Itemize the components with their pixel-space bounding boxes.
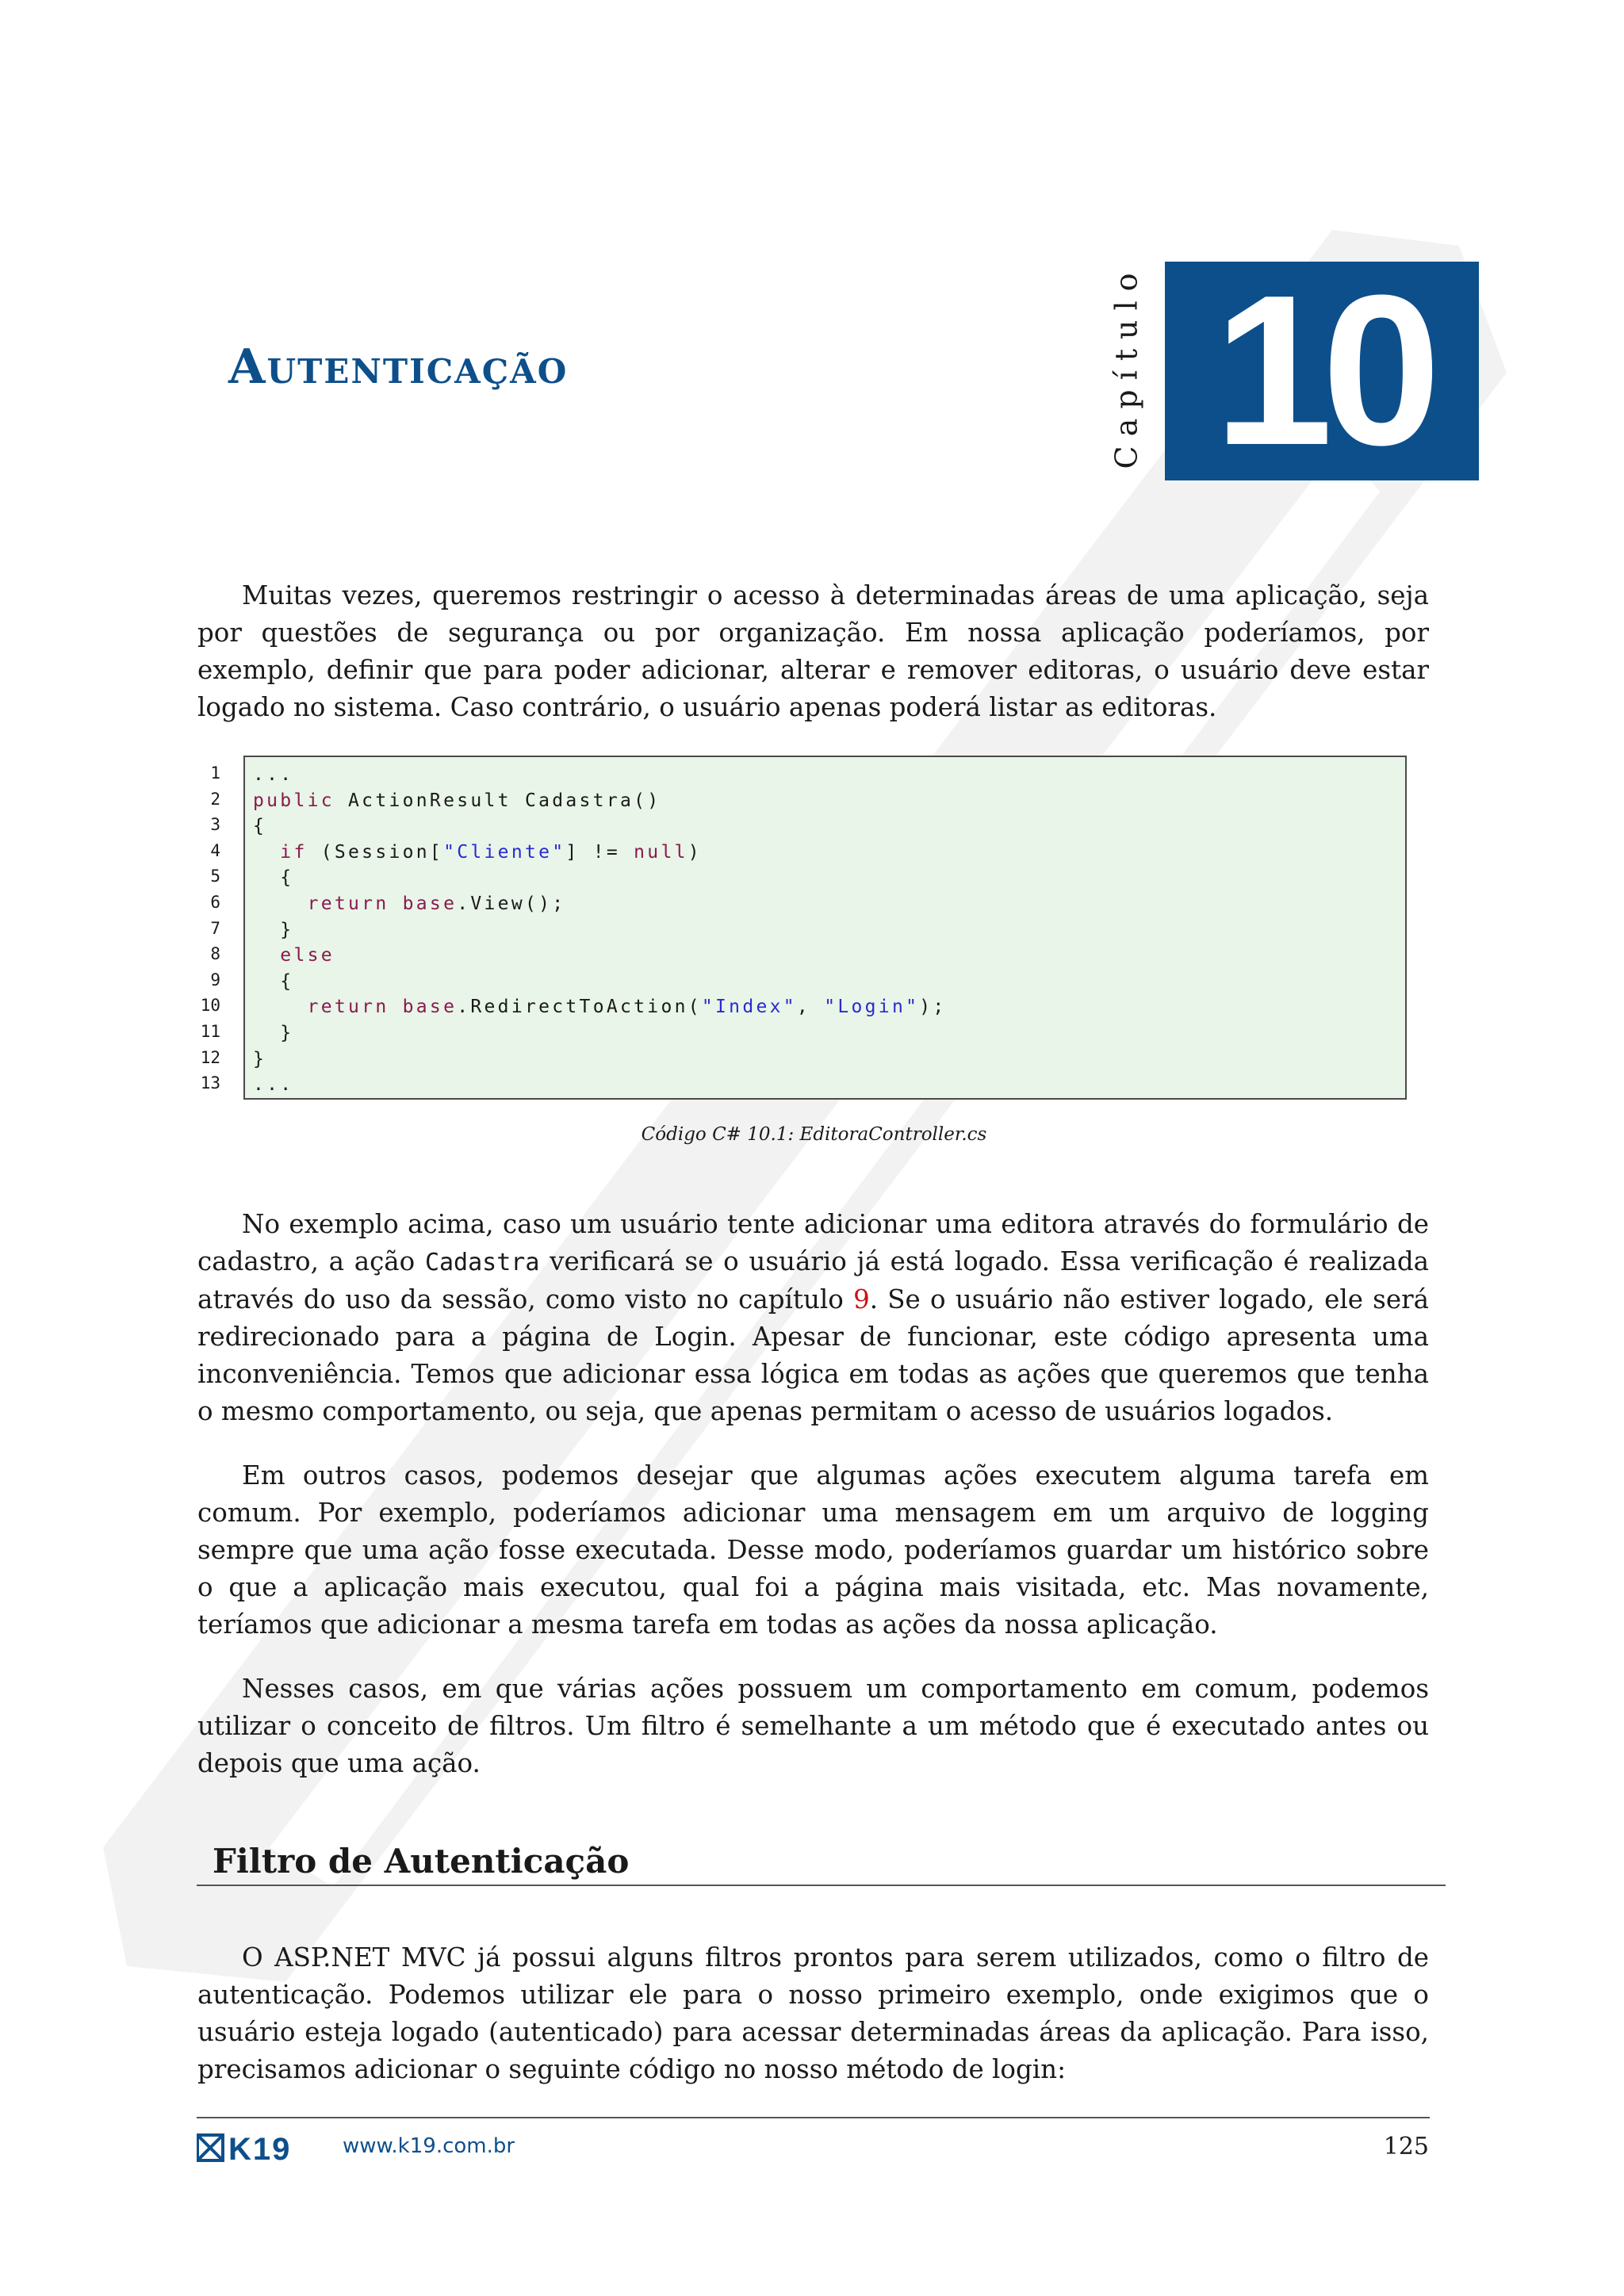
code-line: { xyxy=(280,970,294,992)
section-heading: Filtro de Autenticação xyxy=(213,1842,630,1881)
line-number: 7 xyxy=(210,918,220,938)
code-line: } xyxy=(253,1048,267,1070)
line-number: 9 xyxy=(210,970,220,989)
paragraph-filter-motivation: No exemplo acima, caso um usuário tente adicionar uma editora através do formulário de cadastro, a ação Cadastra verificará se o usuário já está logado. Essa verificação é realizada através do uso da sessão, como visto no capítulo 9. Se o usuário não estiver logado, ele será redirecionado para a página de Login. Apesar de funcionar, este código apresenta uma inconveniência. Temos que adicionar essa lógica em todas as ações que queremos que tenha o mesmo comportamento, ou seja, que apenas permitam o acesso de usuários logados. xyxy=(197,1209,1430,1426)
code-line: return base.RedirectToAction("Index", "Login"); xyxy=(307,997,947,1018)
line-number: 3 xyxy=(210,815,220,835)
line-number: 13 xyxy=(200,1073,220,1093)
inline-code: Cadastra xyxy=(424,1249,540,1276)
section-rule xyxy=(197,1885,1446,1886)
line-number: 5 xyxy=(210,867,220,886)
code-line: ... xyxy=(253,764,294,785)
line-number: 11 xyxy=(200,1021,220,1041)
line-number: 8 xyxy=(210,944,220,964)
code-box xyxy=(243,756,1407,1100)
code-line-numbers xyxy=(198,760,220,1096)
line-number: 2 xyxy=(210,789,220,809)
code-line: else xyxy=(280,945,335,966)
code-line: return base.View(); xyxy=(307,893,566,914)
paragraph-logging: Em outros casos, podemos desejar que algumas ações executem alguma tarefa em comum. Por exemplo, poderíamos adicionar uma mensagem em um arquivo de logging sempre que uma ação fosse executada. Desse modo, poderíamos guardar um histórico sobre o que a aplicação mais executou, qual foi a página mais visitada, etc. Mas novamente, teríamos que adicionar a mesma tarefa em todas as ações da nossa aplicação. xyxy=(197,1460,1429,1640)
chapter-label xyxy=(1102,255,1150,477)
intro-paragraph: Muitas vezes, queremos restringir o acesso à determinadas áreas de uma aplicação, seja por questões de segurança ou por organização. Em nossa aplicação poderíamos, por exemplo, definir que para poder adicionar, alterar e remover editoras, o usuário deve estar logado no sistema. Caso contrário, o usuário apenas poderá listar as editoras. xyxy=(197,580,1429,722)
code-line: } xyxy=(280,1022,294,1043)
code-line: } xyxy=(280,919,294,940)
chapter-reference-link[interactable]: 9 xyxy=(853,1284,870,1314)
code-caption: Código C# 10.1: EditoraController.cs xyxy=(641,1124,987,1145)
code-line: { xyxy=(253,816,267,837)
code-line: { xyxy=(280,867,294,889)
k19-logo xyxy=(197,2133,324,2162)
line-number: 6 xyxy=(210,892,220,912)
line-number: 10 xyxy=(200,996,220,1016)
code-line: ... xyxy=(253,1074,294,1096)
footer-rule xyxy=(197,2117,1430,2118)
code-line: if (Session["Cliente"] != null) xyxy=(280,841,702,863)
line-number: 1 xyxy=(210,763,220,783)
line-number: 12 xyxy=(200,1047,220,1067)
section-paragraph: O ASP.NET MVC já possui alguns filtros prontos para serem utilizados, como o filtro de autenticação. Podemos utilizar ele para o nosso primeiro exemplo, onde exigimos que o usuário esteja logado (autenticado) para acessar determinadas áreas da aplicação. Para isso, precisamos adicionar o seguinte código no nosso método de login: xyxy=(197,1942,1429,2084)
paragraph-filters: Nesses casos, em que várias ações possuem um comportamento em comum, podemos utilizar o conceito de filtros. Um filtro é semelhante a um método que é executado antes ou depois que uma ação. xyxy=(197,1674,1429,1778)
chapter-title: Autenticação xyxy=(228,339,569,395)
chapter-number: 10 xyxy=(1165,262,1479,480)
chapter-label-text: Capítulo xyxy=(1109,263,1144,469)
page-number: 125 xyxy=(1383,2133,1429,2160)
footer-url-link[interactable]: www.k19.com.br xyxy=(343,2134,515,2158)
line-number: 4 xyxy=(210,840,220,860)
code-line: public ActionResult Cadastra() xyxy=(253,790,661,811)
k19-logo-text: K19 xyxy=(228,2133,292,2162)
k19-logo-icon xyxy=(197,2135,223,2160)
